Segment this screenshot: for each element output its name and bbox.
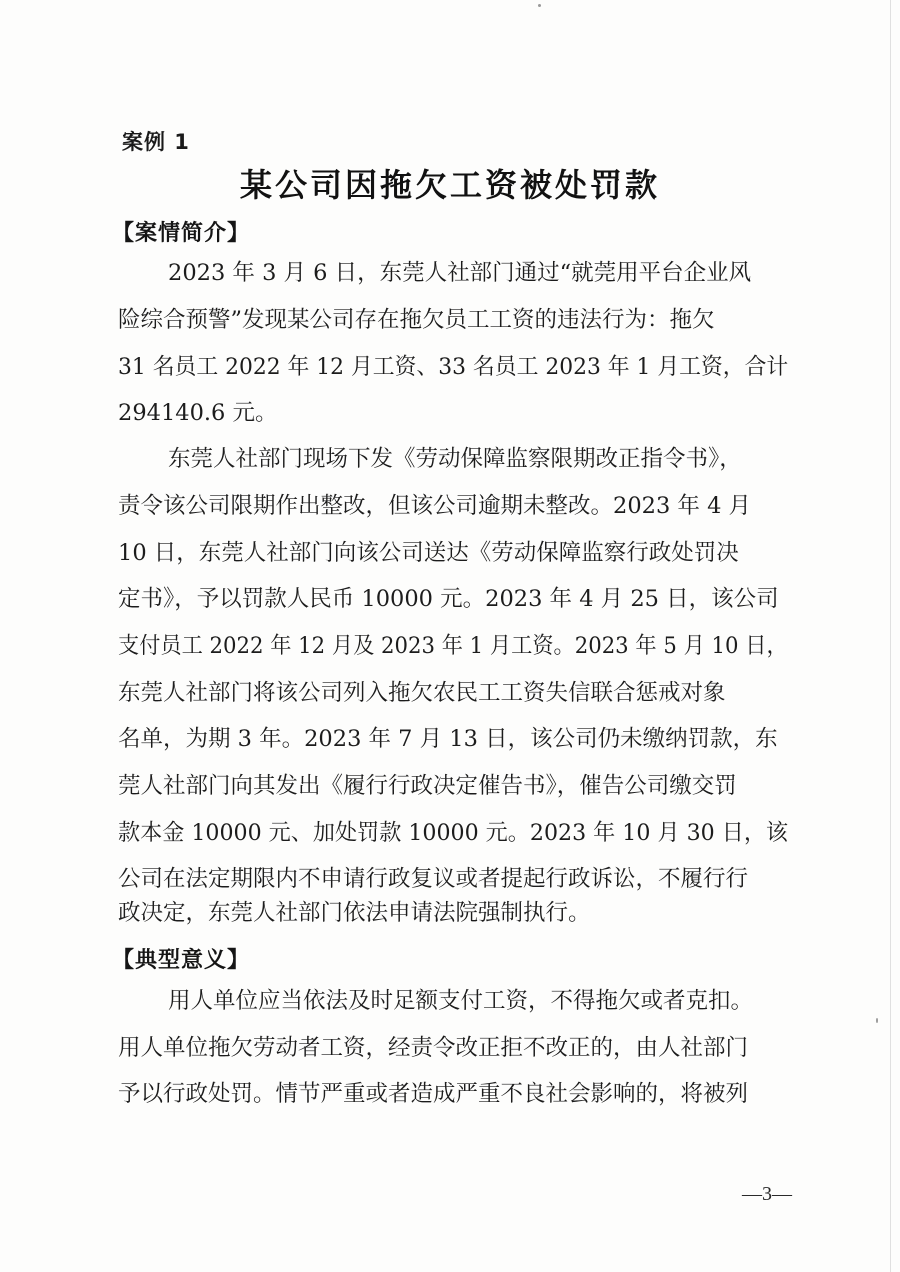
paragraph-line: 东莞人社部门将该公司列入拖欠农民工工资失信联合惩戒对象 xyxy=(118,680,726,706)
paragraph-line: 名单，为期 3 年。2023 年 7 月 13 日，该公司仍未缴纳罚款，东 xyxy=(118,726,778,752)
paragraph-line: 责令该公司限期作出整改，但该公司逾期未整改。2023 年 4 月 xyxy=(118,493,752,519)
paragraph-line: 险综合预警”发现某公司存在拖欠员工工资的违法行为：拖欠 xyxy=(118,307,715,333)
paragraph-line: 东莞人社部门现场下发《劳动保障监察限期改正指令书》， xyxy=(168,446,742,472)
paragraph-line: 莞人社部门向其发出《履行行政决定催告书》，催告公司缴交罚 xyxy=(118,773,737,799)
document-title: 某公司因拖欠工资被处罚款 xyxy=(239,166,660,204)
paragraph-line: 定书》，予以罚款人民币 10000 元。2023 年 4 月 25 日，该公司 xyxy=(118,586,779,612)
paragraph-line: 用人单位应当依法及时足额支付工资，不得拖欠或者克扣。 xyxy=(168,988,754,1014)
paragraph-line: 予以行政处罚。情节严重或者造成严重不良社会影响的，将被列 xyxy=(118,1081,749,1107)
page-number: —3— xyxy=(742,1183,792,1205)
scan-speck xyxy=(876,1018,878,1023)
section-heading-case-summary: 【案情简介】 xyxy=(112,221,251,246)
case-label: 案例 1 xyxy=(122,130,190,154)
paragraph-line: 用人单位拖欠劳动者工资，经责令改正拒不改正的，由人社部门 xyxy=(118,1035,749,1061)
paragraph-line: 2023 年 3 月 6 日，东莞人社部门通过“就莞用平台企业风 xyxy=(168,260,752,286)
paragraph-line: 政决定，东莞人社部门依法申请法院强制执行。 xyxy=(118,900,591,926)
section-heading-significance: 【典型意义】 xyxy=(112,948,251,973)
scan-speck xyxy=(538,4,541,7)
paragraph-line: 294140.6 元。 xyxy=(118,400,278,426)
paragraph-line: 公司在法定期限内不申请行政复议或者提起行政诉讼，不履行行 xyxy=(118,866,749,892)
paragraph-line: 10 日，东莞人社部门向该公司送达《劳动保障监察行政处罚决 xyxy=(118,540,739,566)
paragraph-line: 支付员工 2022 年 12 月及 2023 年 1 月工资。2023 年 5 月 10 日， xyxy=(118,633,788,659)
paragraph-line: 31 名员工 2022 年 12 月工资、33 名员工 2023 年 1 月工资，合计 xyxy=(118,354,789,380)
paragraph-line: 款本金 10000 元、加处罚款 10000 元。2023 年 10 月 30 日，该 xyxy=(118,820,789,846)
